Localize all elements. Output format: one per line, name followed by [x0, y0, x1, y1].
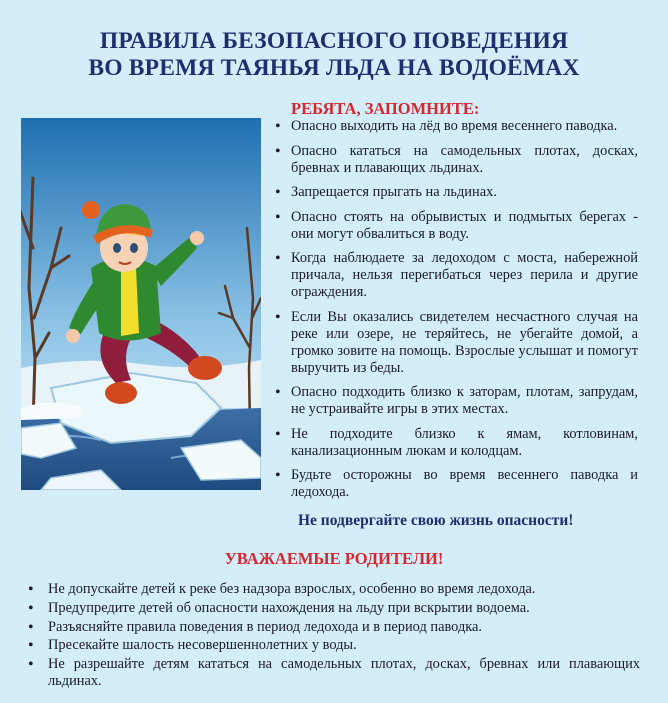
- list-item: • Запрещается прыгать на льдинах.: [274, 184, 638, 201]
- list-item: • Когда наблюдаете за ледоходом с моста, набережной причала, нельзя перегибаться через перила и другие ограждения.: [274, 250, 638, 301]
- list-item: • Опасно выходить на лёд во время весеннего паводка.: [274, 118, 638, 135]
- title-line-2: ВО ВРЕМЯ ТАЯНЬЯ ЛЬДА НА ВОДОЁМАХ: [88, 55, 580, 81]
- list-item: • Предупредите детей об опасности нахождения на льду при вскрытии водоема.: [28, 600, 640, 617]
- list-item: • Если Вы оказались свидетелем несчастного случая на реке или озере, не теряйтесь, не убегайте домой, а громко зовите на помощь. Взрослые услышат и помогут выручить из беды.: [274, 309, 638, 377]
- list-item: • Разъясняйте правила поведения в период ледохода и в период паводка.: [28, 619, 640, 636]
- page-title: [0, 28, 668, 82]
- list-item: • Не разрешайте детям кататься на самодельных плотах, досках, бревнах или плавающих льдинах.: [28, 656, 640, 690]
- parents-heading: УВАЖАЕМЫЕ РОДИТЕЛИ!: [224, 549, 444, 568]
- list-item: • Опасно кататься на самодельных плотах, досках, бревнах и плавающих льдинах.: [274, 143, 638, 177]
- kids-rules-list: [274, 118, 638, 509]
- warning-text: Не подвергайте свою жизнь опасности!: [298, 512, 574, 529]
- list-item: • Не подходите близко к ямам, котловинам, канализационным люкам и колодцам.: [274, 426, 638, 460]
- list-item: • Не допускайте детей к реке без надзора взрослых, особенно во время ледохода.: [28, 581, 640, 598]
- title-line-1: ПРАВИЛА БЕЗОПАСНОГО ПОВЕДЕНИЯ: [99, 28, 569, 54]
- list-item: • Опасно подходить близко к заторам, плотам, запрудам, не устраивайте игры в этих местах.: [274, 384, 638, 418]
- parents-rules-list: [28, 581, 640, 692]
- illustration-child-on-ice-floe: [21, 118, 261, 490]
- list-item: • Будьте осторожны во время весеннего паводка и ледохода.: [274, 467, 638, 501]
- kids-heading: РЕБЯТА, ЗАПОМНИТЕ:: [291, 99, 480, 118]
- list-item: • Опасно стоять на обрывистых и подмытых берегах - они могут обвалиться в воду.: [274, 209, 638, 243]
- list-item: • Пресекайте шалость несовершеннолетних у воды.: [28, 637, 640, 654]
